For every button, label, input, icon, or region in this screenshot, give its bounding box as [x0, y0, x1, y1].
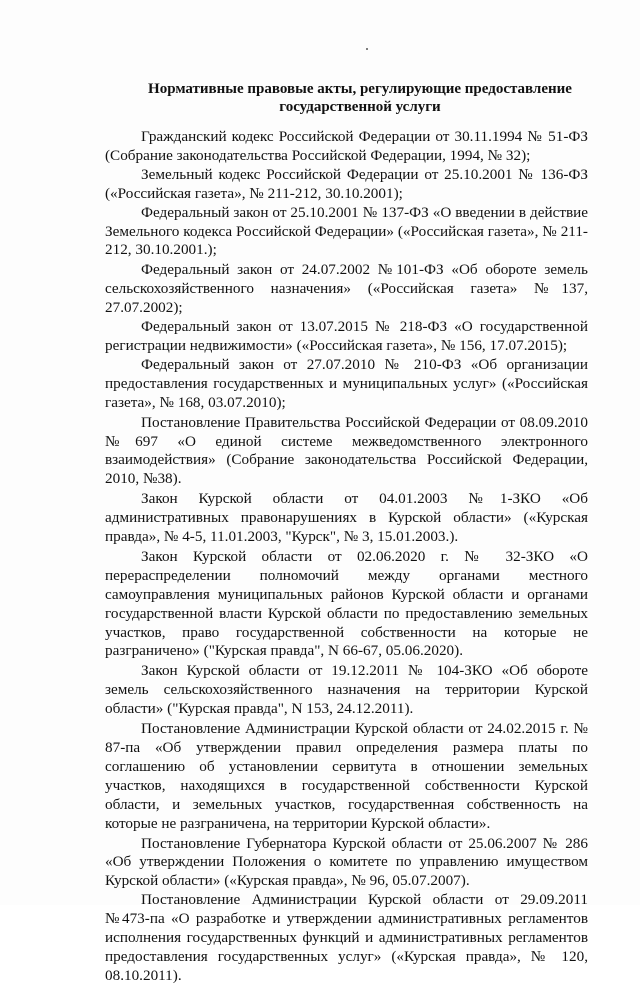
paragraph-kursk-law-104: Закон Курской области от 19.12.2011 № 104-ЗКО «Об обороте земель сельскохозяйственного назначения на территории Курской области» ("Курская правда", N 153, 24.12.2011). — [105, 662, 588, 718]
title-line-1: Нормативные правовые акты, регулирующие предоставление — [148, 81, 572, 97]
paragraph-fz-137: Федеральный закон от 25.10.2001 № 137-ФЗ «О введении в действие Земельного кодекса Российской Федерации» («Российская газета», № 211-212, 30.10.2001.); — [105, 203, 588, 259]
paragraph-kursk-admin-87: Постановление Администрации Курской области от 24.02.2015 г. № 87-па «Об утверждении правил определения размера платы по соглашению об установлении сервитута в отношении земельных участков, находящихся в государственной собственности Курской области, и земельных участков, государственная собственность на которые не разграничена, на территории Курской области». — [105, 720, 588, 832]
paragraph-fz-218: Федеральный закон от 13.07.2015 № 218-ФЗ «О государственной регистрации недвижимости» («Российская газета», № 156, 17.07.2015); — [105, 318, 588, 354]
title-line-2: государственной услуги — [279, 99, 441, 115]
paragraph-kursk-law-32: Закон Курской области от 02.06.2020 г. № 32-ЗКО «О перераспределении полномочий между органами местного самоуправления муниципальных районов Курской области и органами государственной власти Курской области по предоставлению земельных участков, право государственной собственности на которые не разграничено» ("Курская правда", N 66-67, 05.06.2020). — [105, 547, 588, 660]
paragraph-land-code: Земельный кодекс Российской Федерации от 25.10.2001 № 136-ФЗ («Российская газета», № 211-212, 30.10.2001); — [105, 165, 588, 202]
paragraph-fz-210: Федеральный закон от 27.07.2010 № 210-ФЗ «Об организации предоставления государственных и муниципальных услуг» («Российская газета», № 168, 03.07.2010); — [105, 355, 588, 411]
paragraph-governor-286: Постановление Губернатора Курской области от 25.06.2007 № 286 «Об утверждении Положения о комитете по управлению имуществом Курской области» («Курская правда», № 96, 05.07.2007). — [105, 834, 588, 890]
paragraph-gov-decree-697: Постановление Правительства Российской Федерации от 08.09.2010 №697 «О единой системе межведомственного электронного взаимодействия» (Собрание законодательства Российской Федерации, 2010, №38). — [105, 413, 588, 488]
paragraph-civil-code: Гражданский кодекс Российской Федерации от 30.11.1994 № 51-ФЗ (Собрание законодательства Российской Федерации, 1994, № 32); — [105, 128, 588, 164]
paragraph-kursk-admin-473: Постановление Администрации Курской области от 29.09.2011 №473-па «О разработке и утверждении административных регламентов исполнения государственных функций и административных регламентов предоставления государственных услуг» («Курская правда», № 120, 08.10.2011). — [105, 891, 588, 984]
document-title — [100, 80, 620, 116]
scan-speck — [366, 48, 368, 50]
paragraph-fz-101: Федеральный закон от 24.07.2002 №101-ФЗ «Об обороте земель сельскохозяйственного назначения» («Российская газета» №137, 27.07.2002); — [105, 261, 588, 317]
document-body — [105, 128, 588, 986]
paragraph-kursk-law-1: Закон Курской области от 04.01.2003 №1-ЗКО «Об административных правонарушениях в Курской области» («Курская правда», № 4-5, 11.01.2003, "Курск", № 3, 15.01.2003.). — [105, 490, 588, 546]
